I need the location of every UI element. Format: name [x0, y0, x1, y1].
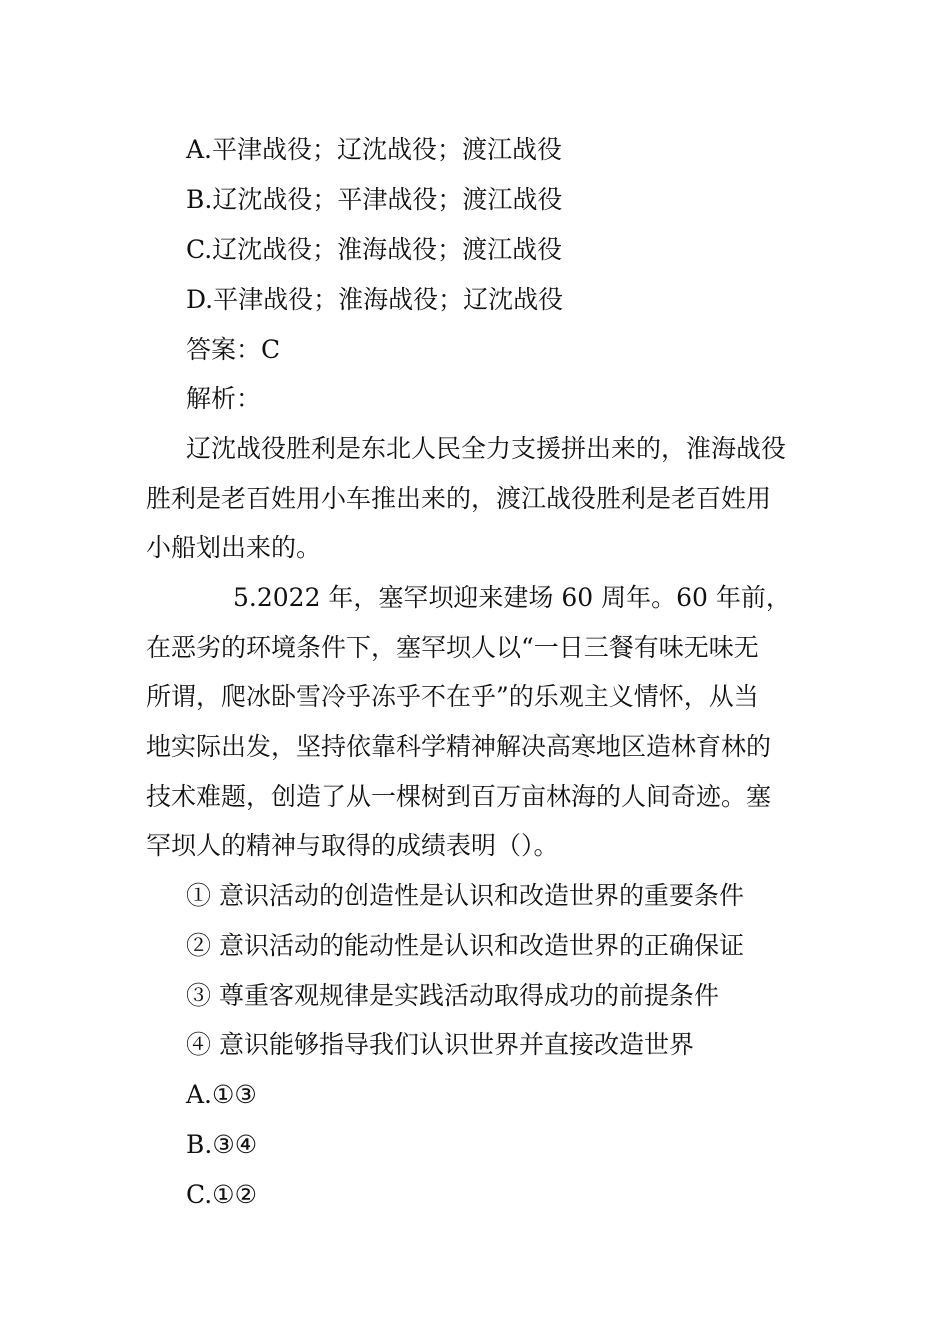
q4-answer: 答案：C: [186, 335, 281, 364]
q5-stem-line-1: 5.2022 年，塞罕坝迎来建场 60 周年。60 年前，: [233, 583, 791, 612]
q5-stem-line-4: 地实际出发，坚持依靠科学精神解决高寒地区造林育林的: [146, 732, 772, 761]
q5-stem-line-2: 在恶劣的环境条件下，塞罕坝人以“一日三餐有味无味无: [146, 633, 759, 662]
q5-option-b: B.③④: [186, 1130, 258, 1159]
q4-option-b: B.辽沈战役；平津战役；渡江战役: [186, 185, 563, 214]
q4-analysis-label: 解析：: [186, 384, 262, 413]
q4-analysis-line-1: 辽沈战役胜利是东北人民全力支援拼出来的，淮海战役: [186, 434, 787, 463]
q5-option-a: A.①③: [186, 1080, 257, 1109]
q4-analysis-line-2: 胜利是老百姓用小车推出来的，渡江战役胜利是老百姓用: [146, 484, 772, 513]
q4-analysis-line-3: 小船划出来的。: [146, 533, 322, 562]
q5-statement-3: ③ 尊重客观规律是实践活动取得成功的前提条件: [186, 981, 719, 1010]
q5-stem-line-5: 技术难题，创造了从一棵树到百万亩林海的人间奇迹。塞: [146, 782, 772, 811]
q5-option-c: C.①②: [186, 1180, 258, 1209]
q4-option-c: C.辽沈战役；淮海战役；渡江战役: [186, 235, 563, 264]
q5-statement-1: ① 意识活动的创造性是认识和改造世界的重要条件: [186, 881, 744, 910]
q4-option-a: A.平津战役；辽沈战役；渡江战役: [186, 135, 563, 164]
q4-option-d: D.平津战役；淮海战役；辽沈战役: [186, 285, 564, 314]
q5-statement-4: ④ 意识能够指导我们认识世界并直接改造世界: [186, 1030, 694, 1059]
q5-stem-line-3: 所谓，爬冰卧雪冷乎冻乎不在乎”的乐观主义情怀，从当: [146, 682, 759, 711]
q5-statement-2: ② 意识活动的能动性是认识和改造世界的正确保证: [186, 931, 744, 960]
q5-stem-line-6: 罕坝人的精神与取得的成绩表明（）。: [146, 831, 559, 860]
